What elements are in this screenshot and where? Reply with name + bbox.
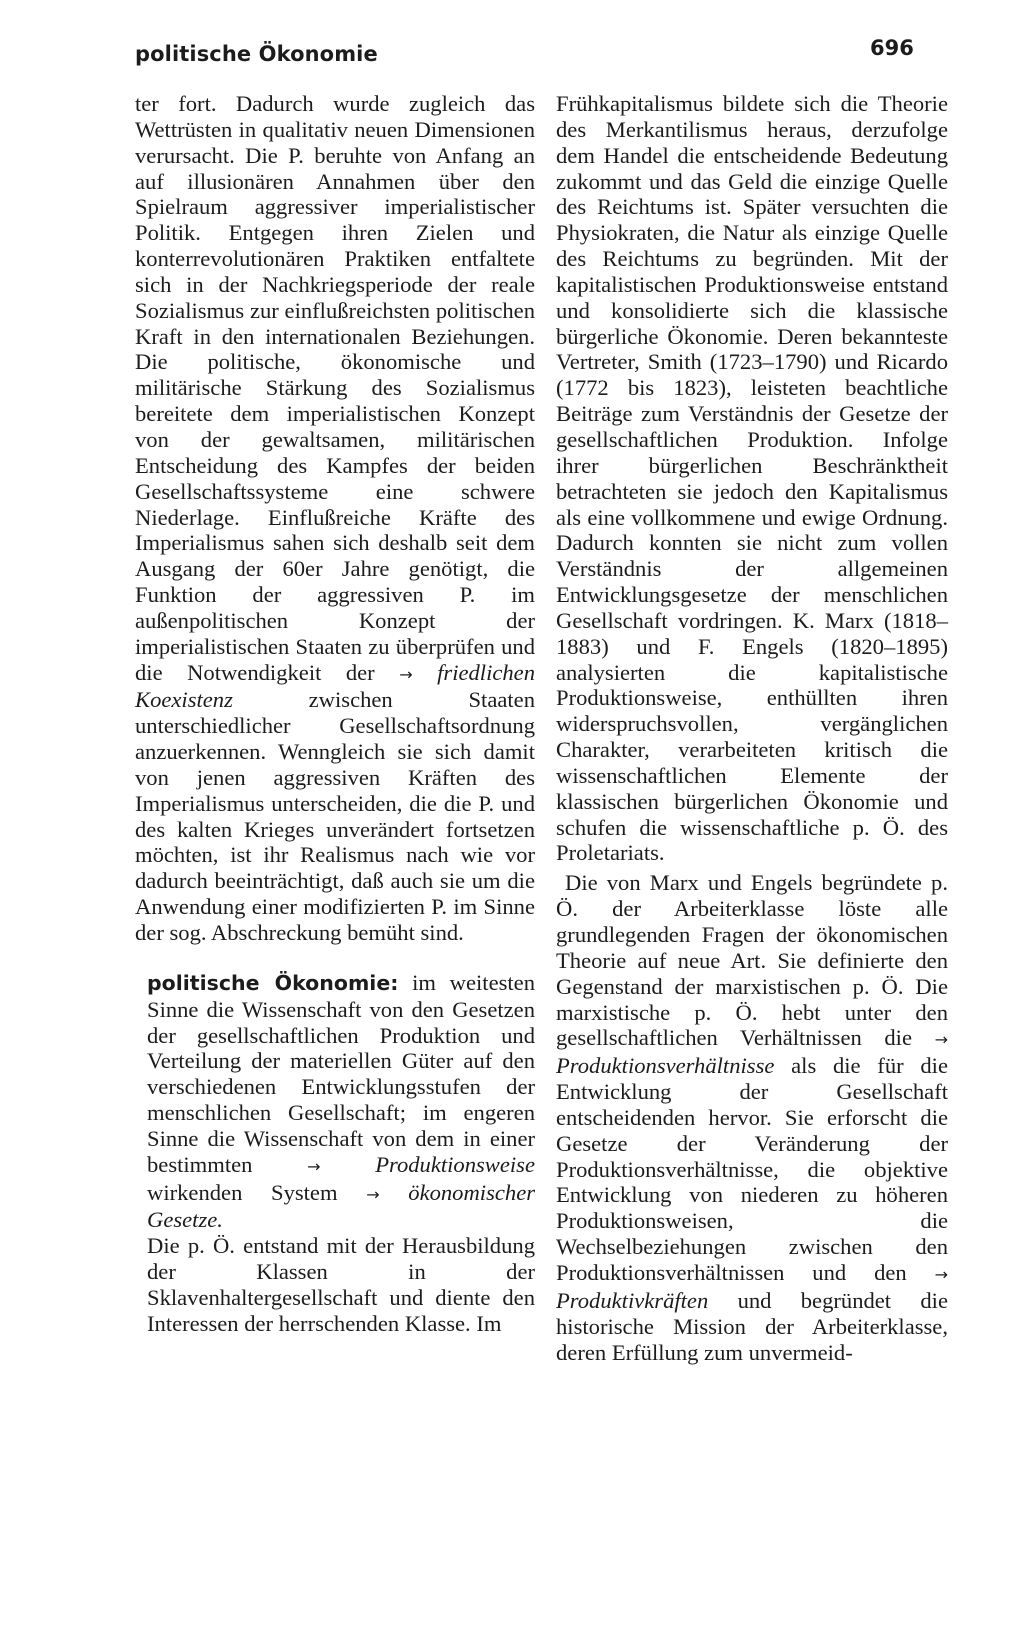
page-number: 696 (870, 36, 914, 60)
cross-reference-link[interactable]: Produktionsweise (375, 1151, 535, 1177)
right-column (556, 91, 948, 1365)
cross-reference-link[interactable]: friedlichen Koexistenz (135, 659, 536, 713)
entry-headword: politische Ökonomie: (147, 970, 399, 995)
paragraph (556, 870, 948, 1365)
paragraph-continuation (135, 91, 535, 946)
paragraph (135, 1233, 535, 1336)
text-run: und begründet die historische Mission der Arbeiterklasse, deren Erfüllung zum unvermeid- (556, 1287, 948, 1365)
cross-reference-link[interactable]: Produktionsverhältnisse (556, 1053, 775, 1079)
text-run: zwischen Staaten unterschiedlicher Gesellschaftsordnung anzuerkennen. Wenngleich sie sich damit von jenen aggressiven Kräften des Imperialismus unterscheiden, die die P. und des kalten Krieges unverändert fortsetzen möchten, ist ihr Realismus nach wie vor dadurch beeinträchtigt, daß auch sie um die Anwendung einer modifizierten P. im Sinne der sog. Abschreckung bemüht sind. (135, 687, 535, 945)
cross-reference-link[interactable]: Produktivkräften (556, 1287, 709, 1313)
text-run: ter fort. Dadurch wurde zugleich das Wettrüsten in qualitativ neuen Dimensionen verursacht. Die P. beruhte von Anfang an auf illusionären Annahmen über den Spielraum aggressiver imperialistischer Politik. Entgegen ihren Zielen und konterrevolutionären Praktiken entfaltete sich in der Nachkriegsperiode der reale Sozialismus zur einflußreichsten politischen Kraft in den internationalen Beziehungen. Die politische, ökonomische und militärische Stärkung des Sozialismus bereitete dem imperialistischen Konzept von der gewaltsamen, militärischen Entscheidung des Kampfes der beiden Gesellschaftssysteme eine schwere Niederlage. Einflußreiche Kräfte des Imperialismus sahen sich deshalb seit dem Ausgang der 60er Jahre genötigt, die Funktion der aggressiven P. im außenpolitischen Konzept der imperialistischen Staaten zu überprüfen und die Notwendigkeit der (135, 91, 535, 685)
text-run: Frühkapitalismus bildete sich die Theorie des Merkantilismus heraus, derzufolge dem Handel die entscheidende Bedeutung zukommt und das Geld die einzige Quelle des Reichtums ist. Später versuchten die Physiokraten, die Natur als einzige Quelle des Reichtums zu begründen. Mit der kapitalistischen Produktionsweise entstand und konsolidierte sich die klassische bürgerliche Ökonomie. Deren bekannteste Vertreter, Smith (1723–1790) und Ricardo (1772 bis 1823), leisteten beachtliche Beiträge zum Verständnis der Gesetze der gesellschaftlichen Produktion. Infolge ihrer bürgerlichen Beschränktheit betrachteten sie jedoch den Kapitalismus als eine vollkommene und ewige Ordnung. Dadurch konnten sie nicht zum vollen Verständnis der allgemeinen Entwicklungsgesetze der menschlichen Gesellschaft vordringen. K. Marx (1818–1883) und F. Engels (1820–1895) analysierten die kapitalistische Produktionsweise, enthüllten ihren widerspruchsvollen, vergänglichen Charakter, verarbeiteten kritisch die wissenschaftlichen Elemente der klassischen bürgerlichen Ökonomie und schufen die wissenschaftliche p. Ö. des Proletariats. (556, 91, 948, 866)
cross-reference-arrow-icon: → (307, 1156, 321, 1176)
dictionary-entry (135, 970, 535, 1233)
cross-reference-arrow-icon: → (934, 1264, 948, 1284)
text-run: Die von Marx und Engels begründete p. Ö. der Arbeiterklasse löste alle grundlegenden Fragen der ökonomischen Theorie auf neue Art. Sie definierte den Gegenstand der marxistischen p. Ö. Die marxistische p. Ö. hebt unter den gesellschaftlichen Verhältnissen die (556, 870, 948, 1051)
running-title: politische Ökonomie (135, 42, 378, 66)
cross-reference-arrow-icon: → (934, 1030, 948, 1050)
paragraph (556, 91, 948, 866)
cross-reference-link[interactable]: ökonomischer Gesetze. (147, 1179, 536, 1233)
left-column (135, 91, 535, 1337)
cross-reference-arrow-icon: → (366, 1184, 380, 1204)
text-run: Die p. Ö. entstand mit der Herausbildung der Klassen in der Sklavenhaltergesellschaft und diente den Interessen der herrschenden Klasse. Im (147, 1233, 535, 1336)
text-run: im weitesten Sinne die Wissenschaft von den Gesetzen der gesellschaftlichen Produktion und Verteilung der materiellen Güter auf den verschiedenen Entwicklungsstufen der menschlichen Gesellschaft; im engeren Sinne die Wissenschaft von dem in einer bestimmten (147, 969, 536, 1177)
text-run: wirkenden System (147, 1179, 338, 1205)
cross-reference-arrow-icon: → (399, 664, 413, 684)
text-run: als die für die Entwicklung der Gesellschaft entscheidenden hervor. Sie erforscht die Gesetze der Veränderung der Produktionsverhältnisse, die objektive Entwicklung von niederen zu höheren Produktionsweisen, die Wechselbeziehungen zwischen den Produktionsverhältnissen und den (556, 1053, 948, 1285)
